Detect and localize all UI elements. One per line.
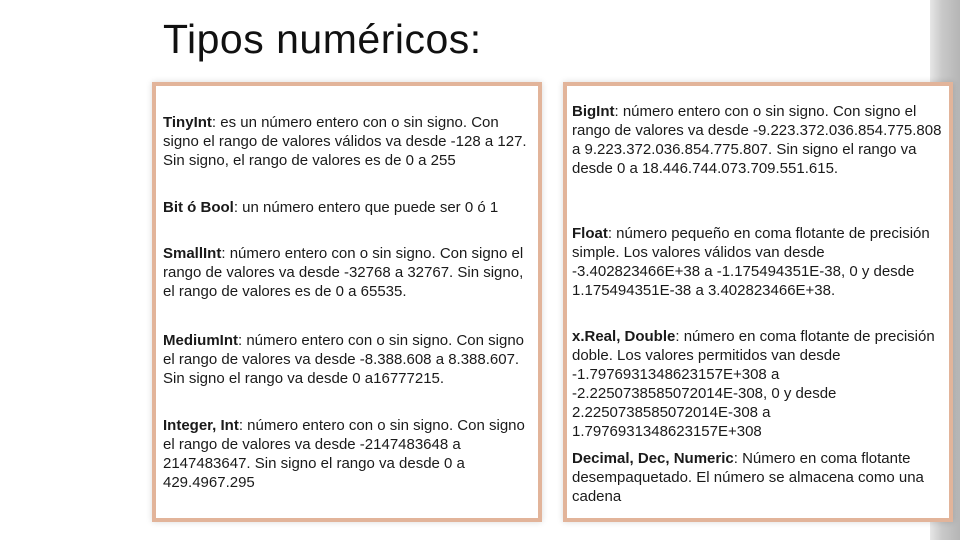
entry-text: : número entero con o sin signo. Con signo el rango de valores va desde -32768 a 32767. Sin signo, el rango de valores es de 0 a 65535. <box>163 245 524 300</box>
entry-text: : número pequeño en coma flotante de precisión simple. Los valores válidos van desde -3.402823466E+38 a -1.175494351E-38, 0 y desde 1.175494351E-38 a 3.402823466E+38. <box>572 225 930 299</box>
entry-text: : un número entero que puede ser 0 ó 1 <box>233 199 499 216</box>
entry-text: : número entero con o sin signo. Con signo el rango de valores va desde -2147483648 a 2147483647. Sin signo el rango va desde 0 a 429.4967.295 <box>163 417 525 491</box>
entry-decimal <box>572 449 942 506</box>
entry-integer <box>163 416 533 492</box>
entry-term: SmallInt <box>163 245 222 262</box>
entry-tinyint <box>163 113 533 170</box>
entry-float <box>572 224 942 300</box>
entry-text: : número entero con o sin signo. Con signo el rango de valores va desde -9.223.372.036.854.775.808 a 9.223.372.036.854.775.807. Sin signo el rango va desde 0 a 18.446.744.073.709.551.615. <box>572 103 942 177</box>
entry-bit-bool <box>163 198 533 217</box>
entry-mediumint <box>163 331 533 388</box>
entry-term: Bit ó Bool <box>163 199 234 216</box>
entry-term: Integer, Int <box>163 417 239 434</box>
entry-term: Decimal, Dec, Numeric <box>572 450 734 467</box>
slide-title: Tipos numéricos: <box>163 16 482 62</box>
entry-text: : Número en coma flotante desempaquetado. El número se almacena como una cadena <box>572 450 924 505</box>
entry-term: MediumInt <box>163 332 238 349</box>
entry-term: Float <box>572 225 608 242</box>
entry-term: TinyInt <box>163 114 212 131</box>
entry-text: : es un número entero con o sin signo. Con signo el rango de valores válidos va desde -128 a 127. Sin signo, el rango de valores es de 0 a 255 <box>163 114 527 169</box>
entry-text: : número en coma flotante de precisión doble. Los valores permitidos van desde -1.7976931348623157E+308 a -2.2250738585072014E-308, 0 y desde 2.2250738585072014E-308 a 1.7976931348623157E+308 <box>572 328 935 440</box>
entry-text: : número entero con o sin signo. Con signo el rango de valores va desde -8.388.608 a 8.388.607. Sin signo el rango va desde 0 a16777215. <box>163 332 525 387</box>
entry-smallint <box>163 244 533 301</box>
entry-real-double <box>572 327 942 441</box>
entry-bigint <box>572 102 942 178</box>
entry-term: BigInt <box>572 103 615 120</box>
entry-term: x.Real, Double <box>572 328 676 345</box>
